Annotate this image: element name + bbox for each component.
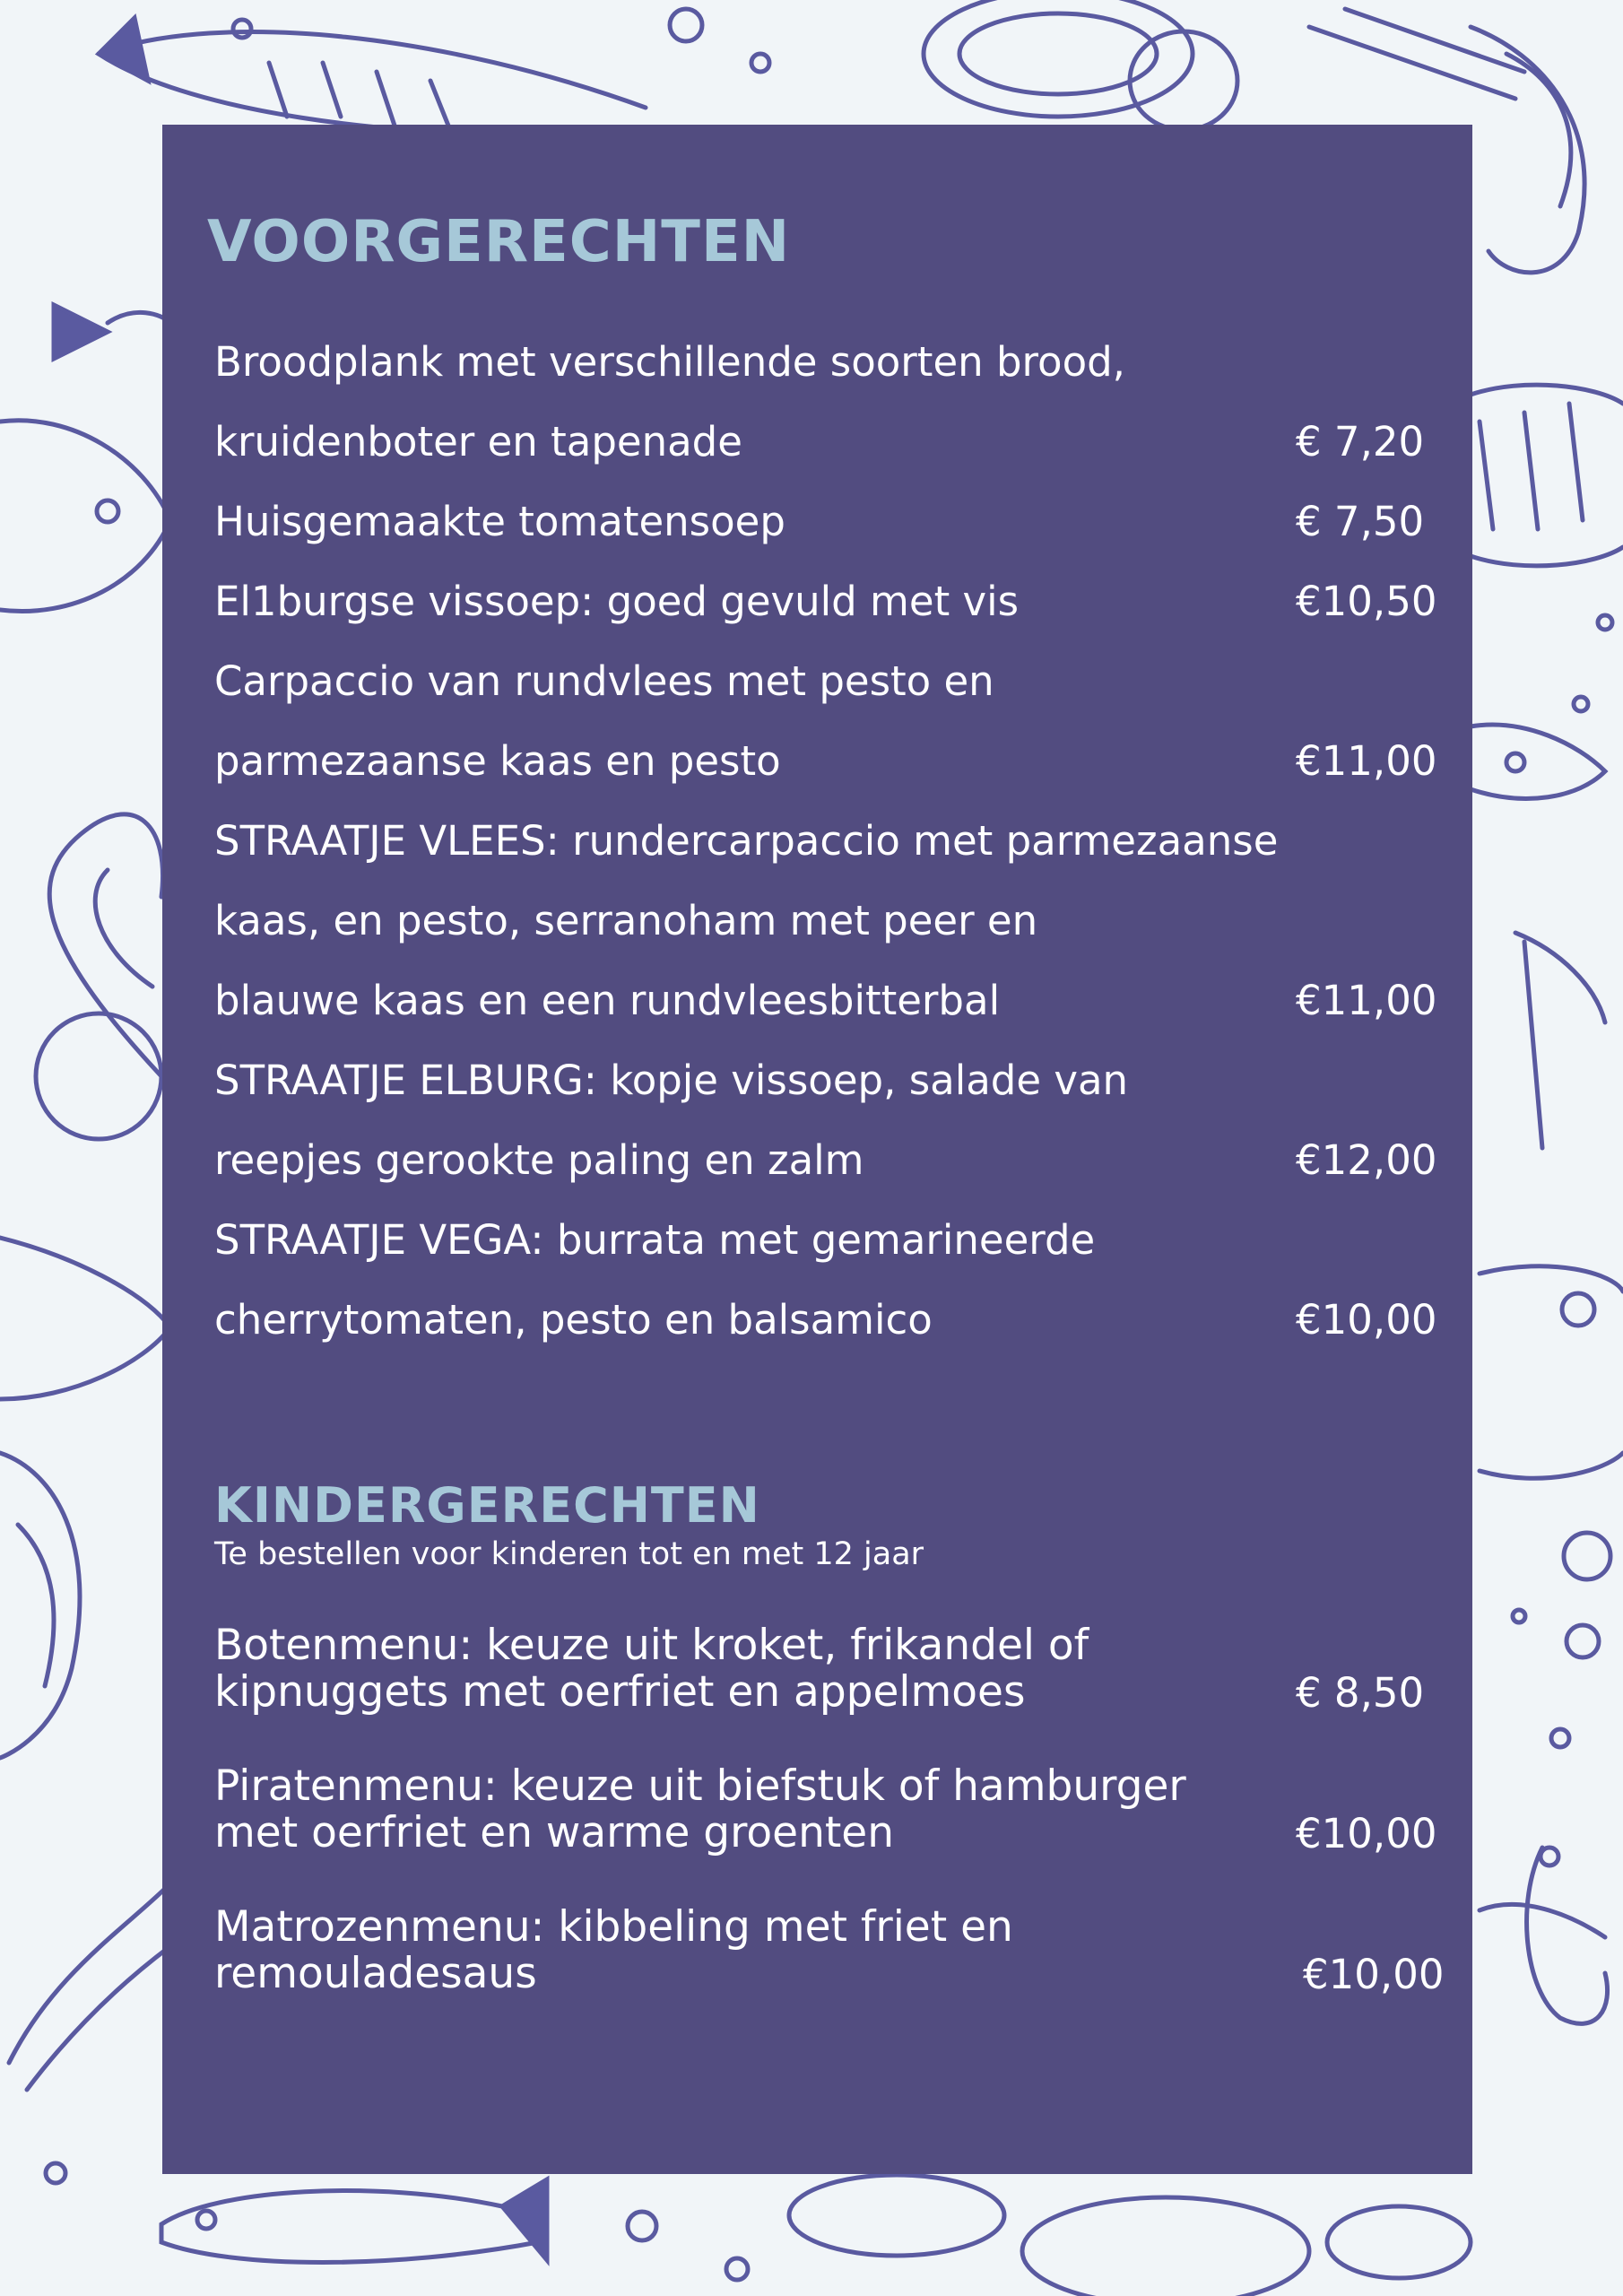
squid-illustration	[1480, 1848, 1608, 2023]
menu-line: STRAATJE VLEES: rundercarpaccio met parmezaanse	[214, 817, 1279, 865]
kids-heading: KINDERGERECHTEN	[214, 1477, 760, 1534]
menu-line: kruidenboter en tapenade	[214, 418, 742, 465]
kids-item-line: Botenmenu: keuze uit kroket, frikandel of	[214, 1621, 1089, 1670]
menu-line: STRAATJE VEGA: burrata met gemarineerde	[214, 1216, 1096, 1264]
octopus-illustration	[36, 814, 163, 1139]
menu-price: €12,00	[1296, 1136, 1437, 1184]
menu-line: Huisgemaakte tomatensoep	[214, 498, 785, 545]
menu-panel	[162, 125, 1472, 2174]
kids-item-line: kipnuggets met oerfriet en appelmoes	[214, 1667, 1026, 1717]
menu-price: € 7,20	[1296, 418, 1425, 465]
fish-illustration	[0, 1238, 170, 1758]
menu-price: € 7,50	[1296, 498, 1425, 545]
fish-illustration	[1471, 725, 1605, 1148]
kids-item-line: Piratenmenu: keuze uit biefstuk of hamburger	[214, 1761, 1186, 1811]
fish-illustration	[99, 18, 646, 136]
fish-illustration	[9, 1883, 170, 2090]
menu-line: parmezaanse kaas en pesto	[214, 737, 781, 785]
fish-illustration	[1471, 385, 1623, 566]
kids-item-price: €10,00	[1296, 1810, 1437, 1857]
menu-line: blauwe kaas en een rundvleesbitterbal	[214, 977, 1001, 1024]
menu-line: El1burgse vissoep: goed gevuld met vis	[214, 578, 1020, 625]
menu-price: €10,00	[1296, 1296, 1437, 1344]
fish-illustration	[0, 305, 170, 612]
menu-line: cherrytomaten, pesto en balsamico	[214, 1296, 933, 1344]
kids-item-line: remouladesaus	[214, 1949, 537, 1998]
menu-price: €11,00	[1296, 977, 1437, 1024]
mussel-illustration	[924, 0, 1237, 130]
menu-line: STRAATJE ELBURG: kopje vissoep, salade van	[214, 1057, 1129, 1104]
menu-line: Carpaccio van rundvlees met pesto en	[214, 657, 994, 705]
menu-line: reepjes gerookte paling en zalm	[214, 1136, 864, 1184]
kids-item-line: Matrozenmenu: kibbeling met friet en	[214, 1902, 1013, 1952]
kids-item-price: € 8,50	[1296, 1669, 1425, 1717]
fish-illustration	[161, 2179, 547, 2263]
starters-heading: VOORGERECHTEN	[207, 209, 791, 275]
menu-price: €10,50	[1296, 578, 1437, 625]
menu-line: Broodplank met verschillende soorten brood,	[214, 338, 1125, 386]
mussel-illustration	[789, 2175, 1471, 2296]
kids-item-line: met oerfriet en warme groenten	[214, 1808, 895, 1857]
menu-price: €11,00	[1296, 737, 1437, 785]
kids-item-price: €10,00	[1303, 1951, 1445, 1998]
fish-illustration	[1480, 1266, 1623, 1479]
menu-line: kaas, en pesto, serranoham met peer en	[214, 897, 1038, 944]
kids-subtitle: Te bestellen voor kinderen tot en met 12 jaar	[214, 1536, 924, 1572]
